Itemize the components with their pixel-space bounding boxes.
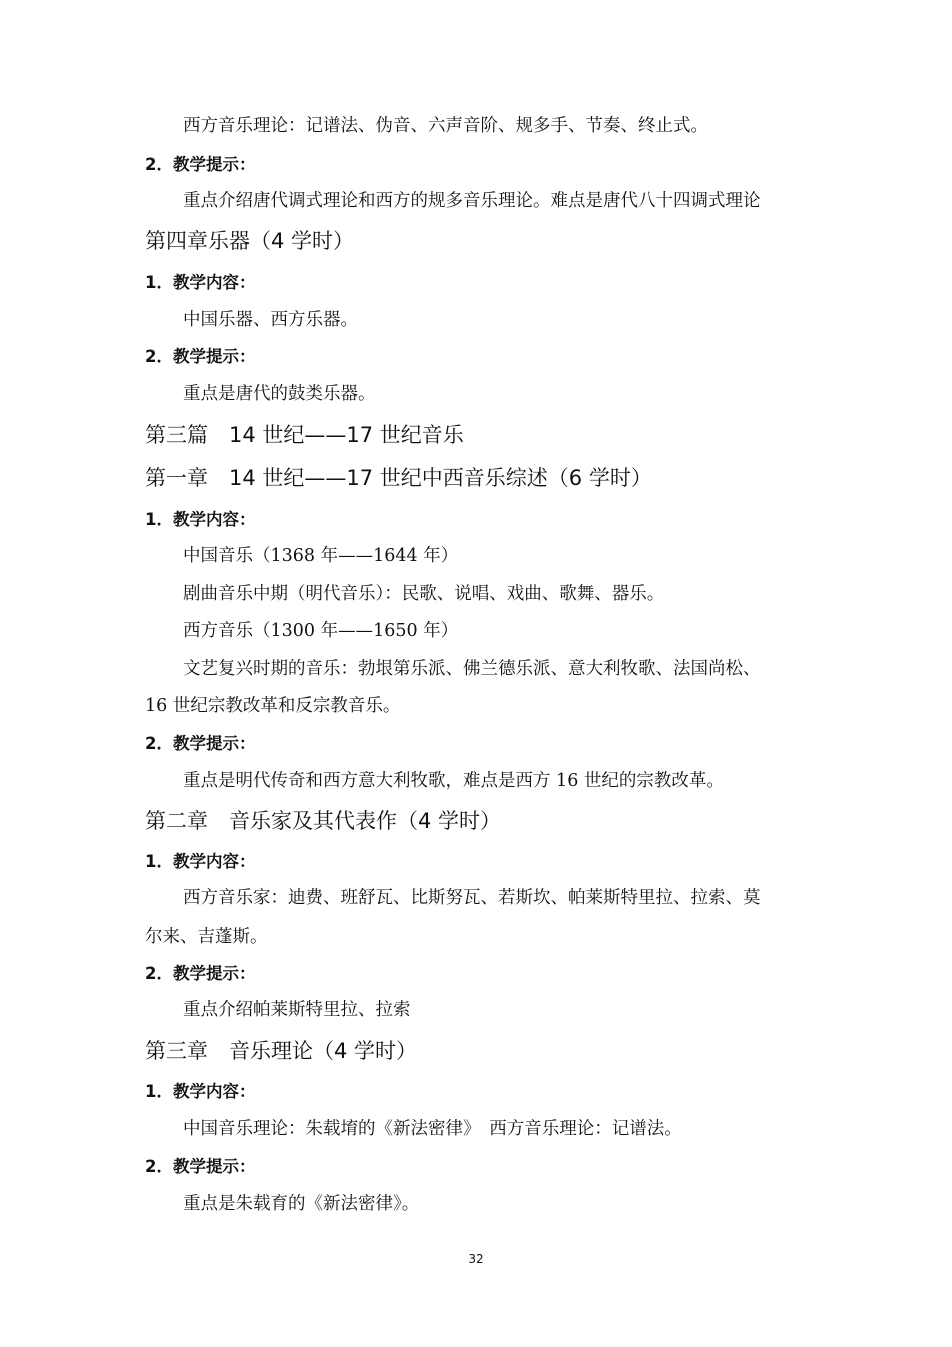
paragraph-tips-palestrina: 重点介绍帕莱斯特里拉、拉索 [183, 1000, 411, 1020]
teaching-content-heading: 1．教学内容： [145, 510, 256, 529]
paragraph-chinese-music-period: 中国音乐（1368 年——1644 年） [183, 546, 459, 566]
teaching-tips-heading: 2．教学提示： [145, 347, 256, 366]
teaching-tips-heading: 2．教学提示： [145, 964, 256, 983]
page-number: 32 [468, 1252, 484, 1266]
paragraph-western-music-period: 西方音乐（1300 年——1650 年） [183, 621, 459, 641]
paragraph-music-theory: 中国音乐理论：朱载堉的《新法密律》 西方音乐理论：记谱法。 [183, 1119, 682, 1139]
chapter-heading-instruments: 第四章乐器（4 学时） [145, 229, 355, 253]
paragraph-western-musicians: 西方音乐家：迪费、班舒瓦、比斯努瓦、若斯坎、帕莱斯特里拉、拉索、莫 [183, 888, 761, 908]
paragraph-western-theory: 西方音乐理论：记谱法、伪音、六声音阶、规多手、节奏、终止式。 [183, 116, 708, 136]
teaching-content-heading: 1．教学内容： [145, 852, 256, 871]
part-heading-14-17-century: 第三篇 14 世纪——17 世纪音乐 [145, 423, 464, 447]
paragraph-renaissance-music-cont: 16 世纪宗教改革和反宗教音乐。 [145, 696, 401, 716]
teaching-content-heading: 1．教学内容： [145, 1082, 256, 1101]
chapter-heading-musicians: 第二章 音乐家及其代表作（4 学时） [145, 809, 502, 833]
paragraph-instruments: 中国乐器、西方乐器。 [183, 310, 358, 330]
paragraph-tips-zhu-zaiyu: 重点是朱载育的《新法密律》。 [183, 1194, 420, 1214]
paragraph-ming-music: 剧曲音乐中期（明代音乐）：民歌、说唱、戏曲、歌舞、器乐。 [183, 584, 665, 604]
teaching-tips-heading: 2．教学提示： [145, 155, 256, 174]
paragraph-tips-madrigal: 重点是明代传奇和西方意大利牧歌，难点是西方 16 世纪的宗教改革。 [183, 771, 724, 791]
paragraph-renaissance-music: 文艺复兴时期的音乐：勃垠第乐派、佛兰德乐派、意大利牧歌、法国尚松、 [183, 659, 761, 679]
teaching-content-heading: 1．教学内容： [145, 273, 256, 292]
chapter-heading-overview: 第一章 14 世纪——17 世纪中西音乐综述（6 学时） [145, 466, 652, 490]
paragraph-tips-drums: 重点是唐代的鼓类乐器。 [183, 384, 376, 404]
chapter-heading-theory: 第三章 音乐理论（4 学时） [145, 1039, 418, 1063]
teaching-tips-heading: 2．教学提示： [145, 1157, 256, 1176]
teaching-tips-heading: 2．教学提示： [145, 734, 256, 753]
paragraph-tips-tang-modes: 重点介绍唐代调式理论和西方的规多音乐理论。难点是唐代八十四调式理论 [183, 191, 761, 211]
paragraph-western-musicians-cont: 尔来、吉蓬斯。 [145, 927, 268, 947]
